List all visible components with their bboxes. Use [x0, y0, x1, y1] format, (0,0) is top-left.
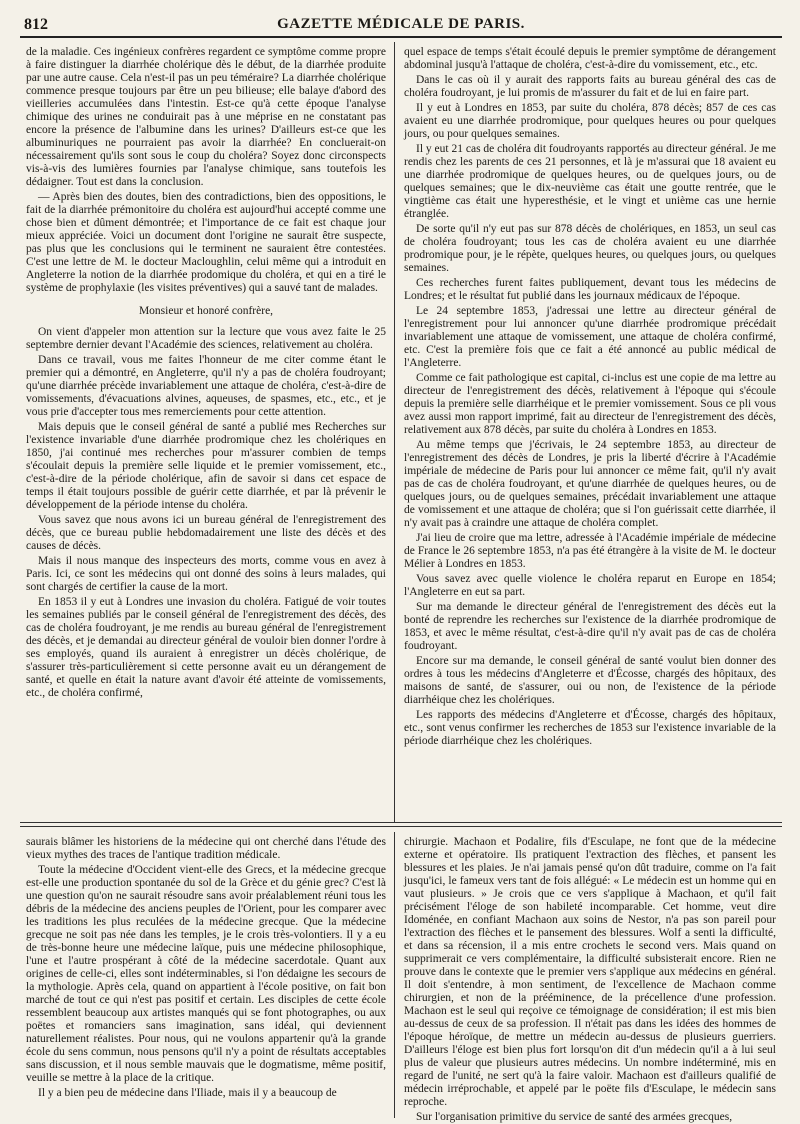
column-divider-bottom [394, 832, 395, 1118]
page-header [20, 14, 782, 38]
paragraph: Il y a bien peu de médecine dans l'Iliade, mais il y a beaucoup de [38, 1087, 337, 1099]
column-left-top [26, 46, 386, 816]
column-right-top [404, 46, 776, 816]
paragraph: Encore sur ma demande, le conseil général de santé voulut bien donner des ordres à tous les médecins d'Angleterre et d'Écosse, chargés des hôpitaux, des maisons de santé, de s'assurer, oui ou non, de l'existence de la période diarrhéique chez les cholériques. [404, 655, 776, 706]
column-left-bottom [26, 836, 386, 1116]
paragraph: de la maladie. Ces ingénieux confrères regardent ce symptôme comme propre à faire distinguer la diarrhée cholérique dès le début, de la diarrhée produite par une autre cause. Cela n'est-il pas un peu téméraire? La diarrhée cholérique commence presque toujours par être un peu bilieuse; elle balaye d'abord des vieilleries accumulées dans l'intestin. Est-ce qu'à cette époque l'analyse chimique des urines ne conduirait pas à une méprise en ne constatant pas encore la présence de l'albumine dans les urines? D'ailleurs est-ce que les albuminuriques ne pourraient pas avoir la diarrhée? En concluerait-on nécessairement qu'ils sont sous le coup du choléra? Soyez donc circonspects vis-à-vis des lumières fournies par l'analyse chimique, sans toutefois les dédaigner. Tout est dans la conclusion. [26, 46, 386, 188]
paragraph: Il y eut à Londres en 1853, par suite du choléra, 878 décès; 857 de ces cas avaient eu une diarrhée prodromique, pour quelques heures ou pour quelques jours, ou pour quelques semaines. [404, 102, 776, 140]
section-rule-2 [20, 826, 782, 827]
paragraph: Toute la médecine d'Occident vient-elle des Grecs, et la médecine grecque est-elle une production spontanée du sol de la Grèce et du génie grec? C'est là une question qu'on ne saurait résoudre sans avoir préalablement réuni tous les débris de la médecine des anciens peuples de l'Orient, pour les comparer avec les traditions les plus reculées de la médecine grecque. Que la médecine grecque ne soit pas née dans les temples, je le crois très-volontiers. Il y a eu de très-bonne heure une médecine laïque, puis une médecine philosophique, l'une et l'autre prospérant à côté de la médecine sacerdotale. Quant aux origines de celle-ci, elles sont indéterminables, si l'on dédaigne les secours de la mythologie. Après cela, quand on appartient à l'école positive, on fait bon marché de tout ce qui n'est pas positif et certain. Les disciples de cette école ressemblent beaucoup aux artistes manqués qui se font photographes, ou aux poëtes et romanciers sans imagination, sans idéal, qui deviennent naturellement réalistes. Pour nous, qui ne voulons appartenir qu'à la grande école du sens commun, nous pensons qu'il n'y a point de résultats acceptables sans discussion, et il nous semble mauvais que le dogmatisme, même positif, veuille se mettre à la place de la critique. [26, 864, 386, 1084]
paragraph: Il y eut 21 cas de choléra dit foudroyants rapportés au directeur général. Je me rendis chez les parents de ces 21 personnes, et là je m'assurai que 18 avaient eu une diarrhée prodromique de quelques heures, ou de quelques jours, ou de quelques semaines; que le dix-neuvième cas était une goutte rentrée, que le vingtième cas était une hyperesthésie, et le vingt et unième cas une hernie étranglée. [404, 143, 776, 220]
page-number: 812 [24, 16, 48, 33]
paragraph: chirurgie. Machaon et Podalire, fils d'Esculape, ne font que de la médecine externe et opératoire. Ils pratiquent l'extraction des flèches, et pansent les blessures et les plaies. Je n'ai jamais pensé qu'on dût traduire, comme on l'a fait jusqu'ici, le fameux vers tant de fois allégué: « Le médecin est un homme qui en vaut plusieurs. » Je crois que ce vers s'applique à Machaon, et qu'il fait précisément l'éloge de son habileté incomparable. Cet homme, veut dire Idoménée, en confiant Machaon aux soins de Nestor, n'a pas son pareil pour l'extraction des flèches et le pansement des blessures. Wolf a senti la difficulté, et dans sa récension, il a mis entre crochets le second vers. Mais quand on supprimerait ce vers complémentaire, la difficulté subsisterait encore. Rien ne prouve dans le contexte que le premier vers s'applique aux médecins en général. Il doit s'entendre, à mon sentiment, de l'excellence de Machaon comme chirurgien, et non de la prééminence, de la précellence d'une profession. Machaon est le seul qui reçoive ce témoignage de considération; il est mis bien au-dessus de ceux de sa profession. Il n'était pas dans les idées des hommes de l'époque héroïque, de mettre un médecin au-dessus de plusieurs guerriers. D'ailleurs l'éloge est bien plus fort lorsqu'on dit d'un médecin qu'il a à lui seul plus de valeur que plusieurs autres médecins. Un nombre indéterminé, mis en regard de l'unité, ne sert qu'à la faire valoir. Machaon est d'ailleurs qualifié de médecin irréprochable, et appelé par le poëte fils d'Esculape, le médecin sans reproche. [404, 836, 776, 1108]
paragraph: Les rapports des médecins d'Angleterre et d'Écosse, chargés des hôpitaux, etc., sont venus confirmer les recherches de 1853 sur l'existence invariable de la période diarrhéique chez les cholériques. [404, 709, 776, 747]
paragraph: Au même temps que j'écrivais, le 24 septembre 1853, au directeur de l'enregistrement des décès de Londres, je pris la liberté d'écrire à l'Académie impériale de médecine de Paris pour lui annoncer ce même fait, qu'il n'y avait pas de cas de choléra foudroyant, et qu'une diarrhée de quelques heures, ou de quelques jours, ou de quelques semaines, précédait invariablement une attaque de vomissement et une attaque de choléra; que si l'on guérissait cette diarrhée, il n'y avait pas à craindre une attaque de choléra complet. [404, 439, 776, 529]
section-rule-1 [20, 822, 782, 823]
paragraph: Le 24 septembre 1853, j'adressai une lettre au directeur général de l'enregistrement pour lui annoncer qu'une diarrhée prodromique précédait invariablement une attaque de vomissement, une attaque de choléra confirmé, etc. C'est la première fois que ce fait a été annoncé au public médical de l'Angleterre. [404, 305, 776, 369]
journal-title: GAZETTE MÉDICALE DE PARIS. [277, 16, 525, 32]
paragraph: Vous savez avec quelle violence le choléra reparut en Europe en 1854; l'Angleterre en eut sa part. [404, 573, 776, 598]
paragraph: — Après bien des doutes, bien des contradictions, bien des oppositions, le fait de la diarrhée prémonitoire du choléra est aujourd'hui accepté comme une chose bien et dûment démontrée; et l'importance de ce fait est chaque jour mieux appréciée. Voici un document dont l'origine ne saurait être suspecte, pas plus que les conclusions qui le terminent ne sauraient être contestées. C'est une lettre de M. le docteur Macloughlin, celui même qui a introduit en Angleterre la notion de la diarrhée prodomique du choléra, et qui en a tiré le système de prophylaxie (les visites préventives) qui a sauvé tant de malades. [26, 191, 386, 294]
paragraph: De sorte qu'il n'y eut pas sur 878 décès de cholériques, en 1853, un seul cas de choléra foudroyant; tous les cas de choléra avaient eu une diarrhée prodromique pour, je le répète, quelques heures, ou quelques jours, ou quelques semaines. [404, 223, 776, 274]
letter-salutation: Monsieur et honoré confrère, [138, 305, 274, 317]
paragraph: On vient d'appeler mon attention sur la lecture que vous avez faite le 25 septembre dernier devant l'Académie des sciences, relativement au choléra. [26, 326, 386, 351]
paragraph: Sur l'organisation primitive du service de santé des armées grecques, [416, 1111, 733, 1123]
paragraph: quel espace de temps s'était écoulé depuis le premier symptôme de dérangement abdominal jusqu'à l'attaque de choléra, c'est-à-dire du vomissement, etc., etc. [404, 46, 776, 71]
paragraph: Sur ma demande le directeur général de l'enregistrement des décès eut la bonté de reprendre les recherches sur l'existence de la diarrhée prodromique de 1853, et avec le même résultat, c'est-à-dire qu'il n'y avait pas de cas de choléra foudroyant. [404, 601, 776, 652]
paragraph: J'ai lieu de croire que ma lettre, adressée à l'Académie impériale de médecine de France le 26 septembre 1853, n'a pas été étrangère à la visite de M. le docteur Mélier à Londres en 1853. [404, 532, 776, 570]
paragraph: Dans ce travail, vous me faites l'honneur de me citer comme étant le premier qui a démontré, en Angleterre, qu'il n'y a pas de choléra foudroyant; qu'une diarrhée précède invariablement une attaque de choléra, c'est-à-dire de vomissements, d'évacuations alvines, aqueuses, de spasmes, etc., etc., et je vous prie d'accepter tous mes remerciements pour cette attention. [26, 354, 386, 418]
column-divider-top [394, 42, 395, 822]
paragraph: Ces recherches furent faites publiquement, devant tous les médecins de Londres; et le résultat fut publié dans les journaux médicaux de l'époque. [404, 277, 776, 302]
paragraph: Comme ce fait pathologique est capital, ci-inclus est une copie de ma lettre au directeur de l'enregistrement des décès, relativement à l'époque qui s'écoule depuis la première selle diarrhéique et le premier vomissement. Sous ce pli vous avez aussi mon rapport imprimé, fait au directeur de l'enregistrement des décès, relativement aux 878 décès, par suite du choléra à Londres en 1853. [404, 372, 776, 436]
paragraph: Vous savez que nous avons ici un bureau général de l'enregistrement des décès, que ce bureau publie hebdomadairement une liste des décès et des causes de décès. [26, 514, 386, 552]
paragraph: saurais blâmer les historiens de la médecine qui ont cherché dans l'étude des vieux mythes des traces de l'antique tradition médicale. [26, 836, 386, 861]
column-right-bottom [404, 836, 776, 1123]
paragraph: Mais depuis que le conseil général de santé a publié mes Recherches sur l'existence invariable d'une diarrhée prodromique chez les cholériques en 1850, j'ai continué mes recherches pour m'assurer combien de temps s'écoulait depuis la première selle liquide et le premier vomissement, etc., c'est-à-dire de la période cholérique, afin de savoir si dans cet espace de temps il était toujours possible de guérir cette diarrhée, et par là prévenir le développement de la période intense du choléra. [26, 421, 386, 511]
paragraph: Mais il nous manque des inspecteurs des morts, comme vous en avez à Paris. Ici, ce sont les médecins qui ont donné des soins à leurs malades, qui sont chargés de certifier la cause de la mort. [26, 555, 386, 593]
paragraph: En 1853 il y eut à Londres une invasion du choléra. Fatigué de voir toutes les semaines publiés par le conseil général de l'enregistrement des décès, des cas de choléra foudroyant, je me rendis au bureau général de l'enregistrement des décès, et je demandai au directeur général de vouloir bien donner l'ordre à ses employés, quand ils auraient à enregistrer un décès cholérique, de s'assurer très-particulièrement si cette personne avait eu un dérangement de santé, et quelle en était la nature avant d'avoir été atteinte de vomissements, etc., de choléra confirmé, [26, 596, 386, 699]
paragraph: Dans le cas où il y aurait des rapports faits au bureau général des cas de choléra foudroyant, je lui promis de m'assurer du fait et de lui en faire part. [404, 74, 776, 99]
